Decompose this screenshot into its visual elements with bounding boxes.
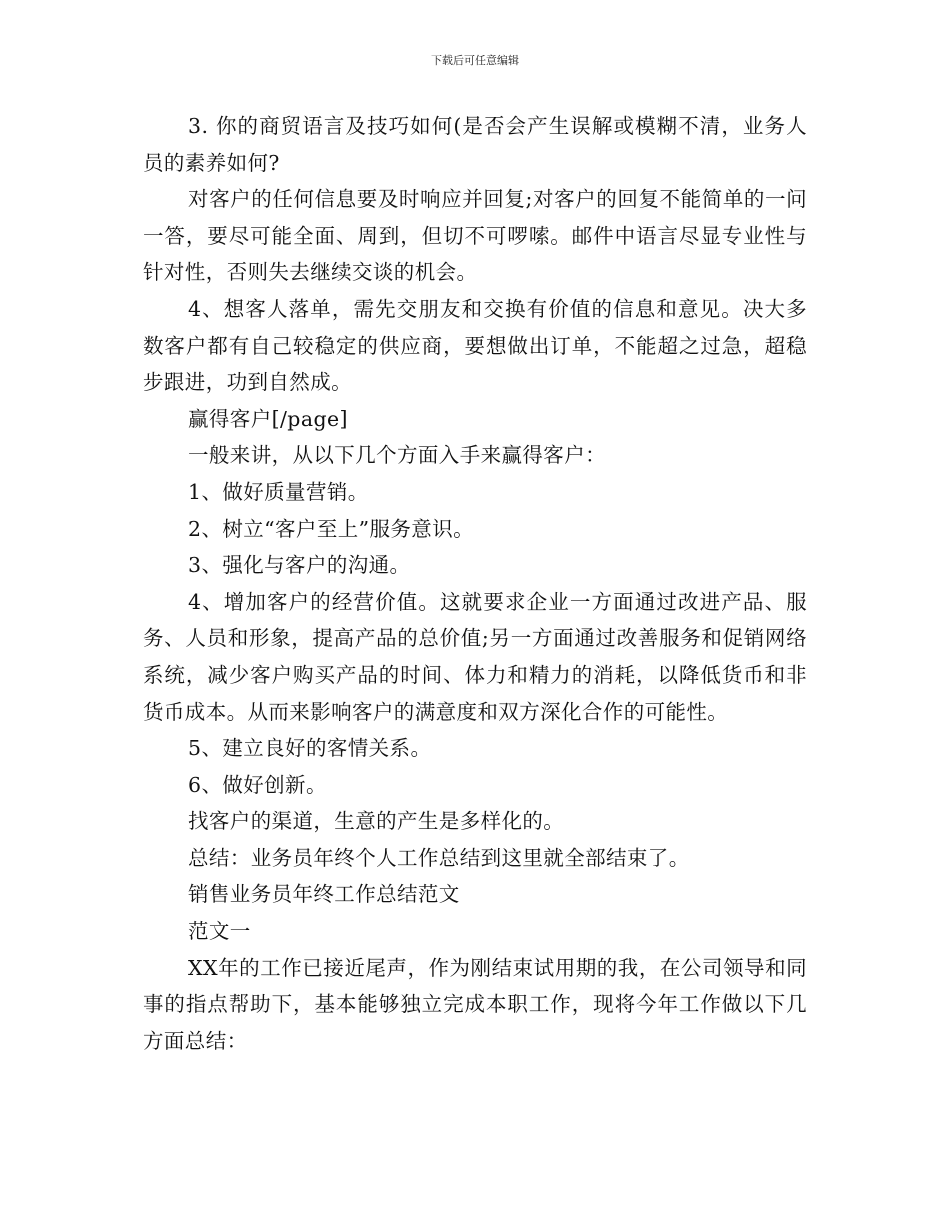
section-heading: 赢得客户[/page] — [188, 406, 348, 431]
paragraph: XX年的工作已接近尾声，作为刚结束试用期的我，在公司领导和同事的指点帮助下，基本能够独立完成本职工作，现将今年工作做以下几方面总结： — [143, 955, 807, 1053]
list-item: 3、强化与客户的沟通。 — [188, 553, 411, 578]
section-heading: 范文一 — [188, 919, 251, 944]
list-item: 2、树立“客户至上”服务意识。 — [188, 516, 475, 541]
page-header-note: 下载后可任意编辑 — [431, 54, 519, 67]
paragraph: 找客户的渠道，生意的产生是多样化的。 — [188, 809, 565, 834]
list-item: 6、做好创新。 — [188, 772, 327, 797]
paragraph: 3. 你的商贸语言及技巧如何(是否会产生误解或模糊不清，业务人员的素养如何? — [143, 114, 807, 175]
section-heading: 销售业务员年终工作总结范文 — [188, 882, 460, 907]
paragraph: 总结：业务员年终个人工作总结到这里就全部结束了。 — [188, 845, 690, 870]
paragraph: 对客户的任何信息要及时响应并回复;对客户的回复不能简单的一问一答，要尽可能全面、周到，但切不可啰嗦。邮件中语言尽显专业性与针对性，否则失去继续交谈的机会。 — [143, 187, 807, 285]
list-item: 1、做好质量营销。 — [188, 479, 369, 504]
paragraph: 4、想客人落单，需先交朋友和交换有价值的信息和意见。决大多数客户都有自己较稳定的供应商，要想做出订单，不能超之过急，超稳步跟进，功到自然成。 — [143, 296, 807, 395]
document-body — [143, 108, 807, 1059]
paragraph: 一般来讲，从以下几个方面入手来赢得客户： — [188, 443, 606, 468]
list-item: 5、建立良好的客情关系。 — [188, 736, 432, 761]
list-item: 4、增加客户的经营价值。这就要求企业一方面通过改进产品、服务、人员和形象，提高产品的总价值;另一方面通过改善服务和促销网络系统，减少客户购买产品的时间、体力和精力的消耗，以降低货币和非货币成本。从而来影响客户的满意度和双方深化合作的可能性。 — [143, 589, 807, 724]
